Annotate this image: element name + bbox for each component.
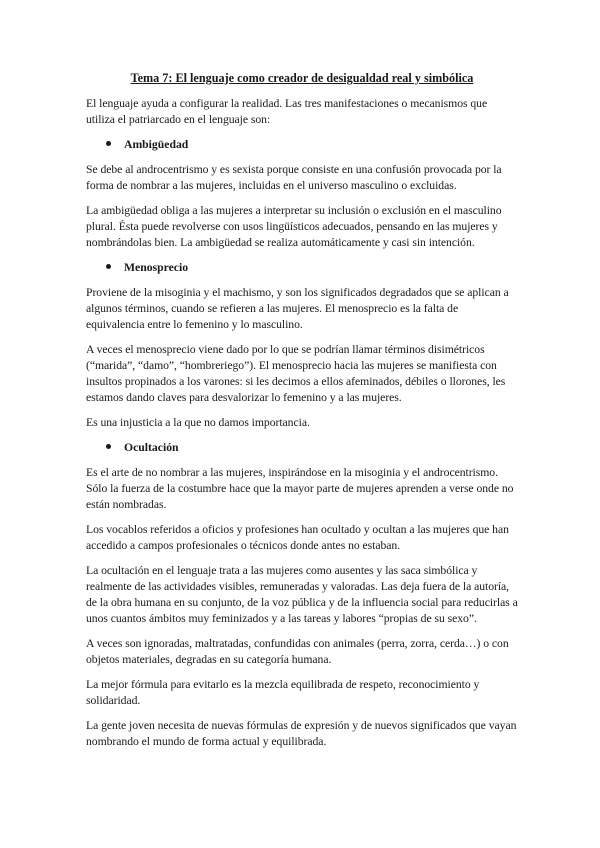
paragraph: Se debe al androcentrismo y es sexista porque consiste en una confusión provocada por la forma de nombrar a las mujeres, incluidas en el universo masculino o excluidas. <box>86 163 502 192</box>
paragraph: La ambigüedad obliga a las mujeres a interpretar su inclusión o exclusión en el masculino plural. Ésta puede revolverse con usos lingüísticos adecuados, pensando en las mujeres y nombrándolas bien. La ambigüedad se realiza automáticamente y casi sin intención. <box>86 204 502 249</box>
paragraph: A veces el menosprecio viene dado por lo que se podrían llamar términos disimétricos (“marida”, “damo”, “hombreriego”). El menosprecio hacia las mujeres se manifiesta con insultos propinados a los varones: si les decimos a ellos afeminados, débiles o llorones, les estamos dando claves para desvalorizar lo femenino y a las mujeres. <box>86 343 506 404</box>
paragraph: Proviene de la misoginia y el machismo, y son los significados degradados que se aplican a algunos términos, cuando se refieren a las mujeres. El menosprecio es la falta de equivalencia entre lo femenino y lo masculino. <box>86 286 509 331</box>
paragraph: La ocultación en el lenguaje trata a las mujeres como ausentes y las saca simbólica y realmente de las actividades visibles, remuneradas y valoradas. Las deja fuera de la autoría, de la obra humana en su conjunto, de la voz pública y de la influencia social para reducirlas a unos cuantos ámbitos muy feminizados y a las tareas y labores “propias de su sexo”. <box>86 564 518 625</box>
section-heading-label: Menosprecio <box>124 261 189 274</box>
paragraph: Los vocablos referidos a oficios y profesiones han ocultado y ocultan a las mujeres que han accedido a campos profesionales o técnicos donde antes no estaban. <box>86 523 509 552</box>
section-heading-label: Ocultación <box>124 441 179 454</box>
bullet-icon <box>106 141 111 146</box>
paragraph: La gente joven necesita de nuevas fórmulas de expresión y de nuevos significados que vayan nombrando el mundo de forma actual y equilibrada. <box>86 719 517 748</box>
page-title: Tema 7: El lenguaje como creador de desigualdad real y simbólica <box>130 71 474 85</box>
section-heading-ocultacion <box>86 440 518 456</box>
bullet-icon <box>106 444 111 449</box>
paragraph: Es una injusticia a la que no damos importancia. <box>86 416 310 429</box>
section-heading-ambiguedad <box>86 137 518 153</box>
document-page <box>86 70 518 759</box>
paragraph: Es el arte de no nombrar a las mujeres, inspirándose en la misoginia y el androcentrismo. Sólo la fuerza de la costumbre hace que la mayor parte de mujeres aprenden a verse onde no están nombradas. <box>86 466 514 511</box>
paragraph: A veces son ignoradas, maltratadas, confundidas con animales (perra, zorra, cerda…) o con objetos materiales, degradas en su categoría humana. <box>86 637 509 666</box>
paragraph: La mejor fórmula para evitarlo es la mezcla equilibrada de respeto, reconocimiento y solidaridad. <box>86 678 480 707</box>
section-heading-label: Ambigüedad <box>124 138 189 151</box>
bullet-icon <box>106 264 111 269</box>
intro-paragraph: El lenguaje ayuda a configurar la realidad. Las tres manifestaciones o mecanismos que utiliza el patriarcado en el lenguaje son: <box>86 97 488 126</box>
section-heading-menosprecio <box>86 260 518 276</box>
